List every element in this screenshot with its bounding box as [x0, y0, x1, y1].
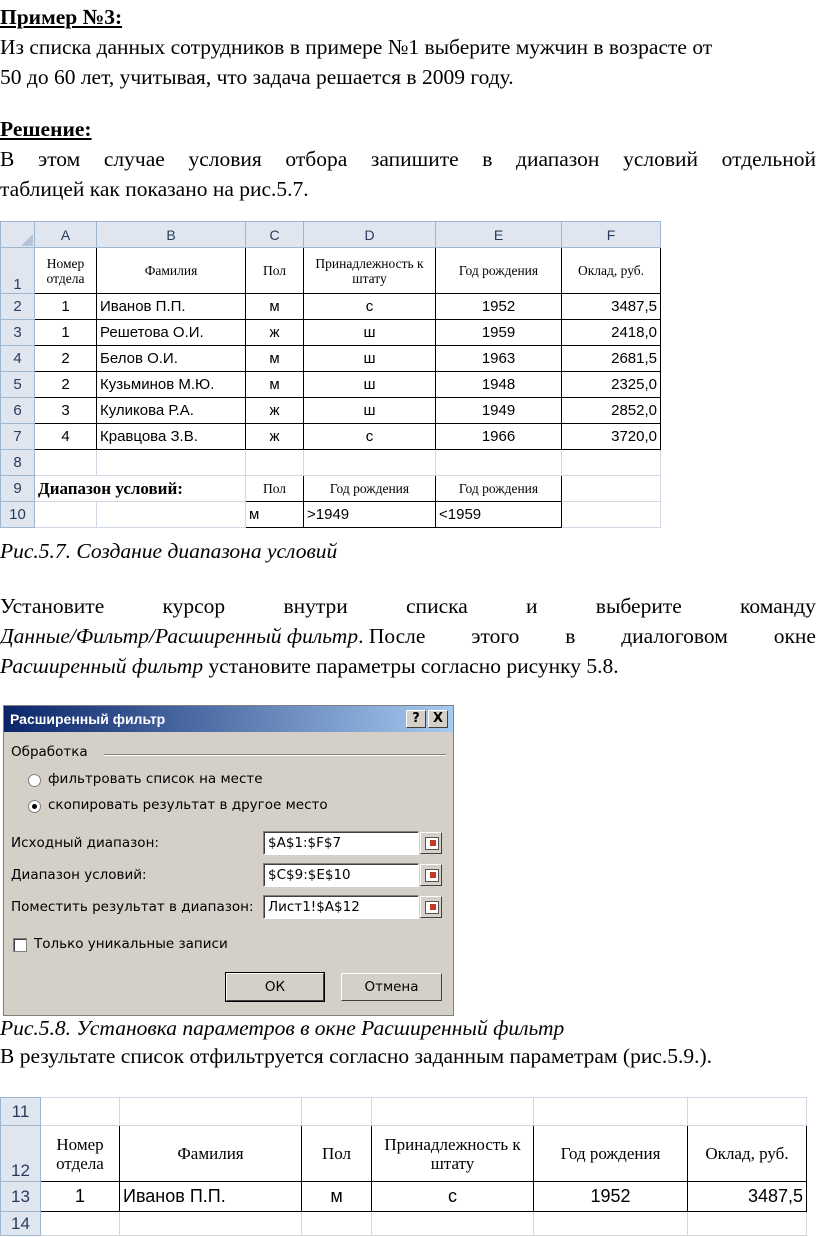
row-number[interactable]: 9 [1, 476, 35, 502]
row-number[interactable]: 3 [1, 320, 35, 346]
cell[interactable] [246, 450, 304, 476]
group-label: Обработка [11, 744, 88, 760]
cell[interactable]: с [304, 294, 436, 320]
cell[interactable] [35, 450, 97, 476]
cell[interactable]: с [372, 1182, 534, 1212]
row-number[interactable]: 8 [1, 450, 35, 476]
task-line-2: 50 до 60 лет, учитывая, что задача решается в 2009 году. [0, 65, 514, 89]
cell[interactable]: 1948 [436, 372, 562, 398]
header-cell[interactable]: Номер отдела [41, 1126, 120, 1182]
cell[interactable]: 4 [35, 424, 97, 450]
word: этом [37, 147, 81, 171]
solution-line-1 [0, 144, 816, 174]
ok-button[interactable]: ОК [226, 973, 324, 1001]
column-header[interactable]: C [246, 222, 304, 248]
word: Установите [0, 594, 105, 618]
word: команду [740, 594, 816, 618]
cell[interactable]: Кузьминов М.Ю. [97, 372, 246, 398]
help-button[interactable]: ? [406, 710, 426, 728]
cell[interactable]: 1 [35, 294, 97, 320]
cell[interactable]: 3487,5 [562, 294, 661, 320]
row-number[interactable]: 10 [1, 502, 35, 528]
cell[interactable]: 1 [41, 1182, 120, 1212]
cell[interactable]: ж [246, 398, 304, 424]
word: отдельной [721, 147, 816, 171]
cell[interactable] [436, 450, 562, 476]
group-divider [104, 754, 446, 756]
header-cell[interactable]: Пол [246, 248, 304, 294]
row-number[interactable]: 14 [1, 1212, 41, 1236]
row-number[interactable]: 11 [1, 1098, 41, 1126]
cell[interactable] [302, 1098, 372, 1126]
cell[interactable] [688, 1098, 807, 1126]
criteria-header[interactable]: Год рождения [304, 476, 436, 502]
cell[interactable]: 1952 [534, 1182, 688, 1212]
range-picker-icon[interactable] [420, 864, 442, 886]
column-header[interactable]: B [97, 222, 246, 248]
word: и [526, 594, 538, 618]
row-number[interactable]: 13 [1, 1182, 41, 1212]
menu-path: Данные/Фильтр/Расширенный фильтр [0, 624, 359, 648]
cell[interactable]: Куликова Р.А. [97, 398, 246, 424]
source-range-label: Исходный диапазон: [11, 835, 159, 851]
instr-line-2 [0, 621, 816, 651]
destination-input[interactable]: Лист1!$A$12 [263, 895, 419, 919]
header-cell[interactable]: Принадлежность к штату [304, 248, 436, 294]
solution-line-2: таблицей как показано на рис.5.7. [0, 177, 309, 201]
instr-line-3 [0, 651, 816, 681]
cell[interactable]: ш [304, 372, 436, 398]
fig58-caption: Рис.5.8. Установка параметров в окне Расширенный фильтр [0, 1016, 565, 1040]
instr-line-1 [0, 591, 816, 621]
word: внутри [283, 594, 348, 618]
cell[interactable] [97, 450, 246, 476]
instr-rest: установите параметры согласно рисунку 5.8. [203, 654, 619, 678]
cell[interactable]: с [304, 424, 436, 450]
header-cell[interactable]: Оклад, руб. [688, 1126, 807, 1182]
cell[interactable] [562, 502, 661, 528]
header-cell[interactable]: Фамилия [97, 248, 246, 294]
example-title: Пример №3: [0, 5, 123, 29]
cell[interactable]: м [246, 372, 304, 398]
criteria-value[interactable]: м [246, 502, 304, 528]
criteria-header[interactable]: Пол [246, 476, 304, 502]
cell[interactable]: 1963 [436, 346, 562, 372]
criteria-value[interactable]: >1949 [304, 502, 436, 528]
cell[interactable]: 2418,0 [562, 320, 661, 346]
solution-title: Решение: [0, 117, 92, 141]
row-number[interactable]: 1 [1, 248, 35, 294]
header-cell[interactable]: Фамилия [120, 1126, 302, 1182]
word: В [0, 147, 15, 171]
header-cell[interactable]: Год рождения [534, 1126, 688, 1182]
source-range-input[interactable]: $A$1:$F$7 [263, 831, 419, 855]
range-picker-icon[interactable] [420, 896, 442, 918]
cell[interactable] [562, 450, 661, 476]
header-cell[interactable]: Пол [302, 1126, 372, 1182]
cell[interactable]: 3 [35, 398, 97, 424]
cell[interactable] [534, 1212, 688, 1236]
word: условия [188, 147, 262, 171]
cell[interactable]: м [302, 1182, 372, 1212]
cell[interactable] [41, 1212, 120, 1236]
header-cell[interactable]: Оклад, руб. [562, 248, 661, 294]
word: этого [471, 624, 520, 648]
cell[interactable]: Кравцова З.В. [97, 424, 246, 450]
word: запишите [370, 147, 459, 171]
radio-copy-to-label[interactable]: скопировать результат в другое место [48, 797, 328, 813]
dialog-title[interactable]: Расширенный фильтр [4, 706, 453, 732]
result-line: В результате список отфильтруется согласно заданным параметрам (рис.5.9.). [0, 1044, 713, 1068]
spreadsheet-result [0, 1097, 807, 1236]
column-header[interactable]: A [35, 222, 97, 248]
row-number[interactable]: 2 [1, 294, 35, 320]
cell[interactable] [120, 1098, 302, 1126]
dialog-name: Расширенный фильтр [0, 654, 204, 678]
word: выберите [595, 594, 682, 618]
cell[interactable]: 1966 [436, 424, 562, 450]
row-number[interactable]: 6 [1, 398, 35, 424]
task-line-1: Из списка данных сотрудников в примере №1 выберите мужчин в возрасте от [0, 35, 713, 59]
column-header[interactable]: F [562, 222, 661, 248]
column-header[interactable]: D [304, 222, 436, 248]
word: окне [773, 624, 816, 648]
row-number[interactable]: 5 [1, 372, 35, 398]
cell[interactable]: Иванов П.П. [120, 1182, 302, 1212]
cell[interactable] [534, 1098, 688, 1126]
word: в [482, 147, 493, 171]
cell[interactable] [304, 450, 436, 476]
header-cell[interactable]: Принадлежность к штату [372, 1126, 534, 1182]
word: . После [358, 624, 426, 648]
cell[interactable]: ж [246, 424, 304, 450]
cell[interactable]: 2852,0 [562, 398, 661, 424]
radio-filter-in-place[interactable] [28, 774, 41, 787]
cell[interactable] [562, 476, 661, 502]
criteria-header[interactable]: Год рождения [436, 476, 562, 502]
cell[interactable] [41, 1098, 120, 1126]
cell[interactable]: 1959 [436, 320, 562, 346]
cell[interactable]: 2 [35, 346, 97, 372]
range-picker-icon[interactable] [420, 832, 442, 854]
cell[interactable]: 1 [35, 320, 97, 346]
radio-filter-in-place-label[interactable]: фильтровать список на месте [48, 771, 263, 787]
close-button[interactable]: X [428, 710, 448, 728]
cell[interactable]: 1952 [436, 294, 562, 320]
cell[interactable]: Решетова О.И. [97, 320, 246, 346]
destination-label: Поместить результат в диапазон: [11, 899, 254, 915]
cell[interactable] [97, 502, 246, 528]
header-cell[interactable]: Номер отдела [35, 248, 97, 294]
cell[interactable]: ш [304, 398, 436, 424]
criteria-value[interactable]: <1959 [436, 502, 562, 528]
cell[interactable]: 2681,5 [562, 346, 661, 372]
cell[interactable]: ж [246, 320, 304, 346]
cell[interactable] [688, 1212, 807, 1236]
row-number[interactable]: 12 [1, 1126, 41, 1182]
cell[interactable] [372, 1098, 534, 1126]
word: в [565, 624, 576, 648]
word: диапазон [516, 147, 600, 171]
cell[interactable] [372, 1212, 534, 1236]
cell[interactable]: м [246, 346, 304, 372]
word: списка [406, 594, 468, 618]
cell[interactable]: 1949 [436, 398, 562, 424]
cell[interactable]: Белов О.И. [97, 346, 246, 372]
column-header[interactable]: E [436, 222, 562, 248]
cell[interactable]: 2325,0 [562, 372, 661, 398]
cell[interactable]: Иванов П.П. [97, 294, 246, 320]
word: курсор [162, 594, 226, 618]
radio-copy-to[interactable] [28, 800, 41, 813]
cell[interactable] [35, 502, 97, 528]
cell[interactable]: 2 [35, 372, 97, 398]
cell[interactable]: 3487,5 [688, 1182, 807, 1212]
criteria-range-label: Диапазон условий: [11, 867, 147, 883]
cell[interactable]: м [246, 294, 304, 320]
spreadsheet-criteria [0, 221, 661, 528]
criteria-range-label[interactable]: Диапазон условий: [35, 476, 246, 502]
row-number[interactable]: 7 [1, 424, 35, 450]
word: случае [103, 147, 165, 171]
fig57-caption: Рис.5.7. Создание диапазона условий [0, 539, 338, 563]
cell[interactable]: ш [304, 346, 436, 372]
word: отбора [285, 147, 348, 171]
criteria-range-input[interactable]: $C$9:$E$10 [263, 863, 419, 887]
word: диалоговом [621, 624, 728, 648]
unique-records-checkbox[interactable] [13, 938, 27, 952]
header-cell[interactable]: Год рождения [436, 248, 562, 294]
select-all-corner[interactable] [1, 222, 35, 248]
cell[interactable] [302, 1212, 372, 1236]
cell[interactable] [120, 1212, 302, 1236]
word: условий [623, 147, 698, 171]
cancel-button[interactable]: Отмена [341, 973, 442, 1001]
advanced-filter-dialog [3, 705, 454, 1016]
cell[interactable]: ш [304, 320, 436, 346]
unique-records-label[interactable]: Только уникальные записи [34, 936, 228, 952]
row-number[interactable]: 4 [1, 346, 35, 372]
cell[interactable]: 3720,0 [562, 424, 661, 450]
